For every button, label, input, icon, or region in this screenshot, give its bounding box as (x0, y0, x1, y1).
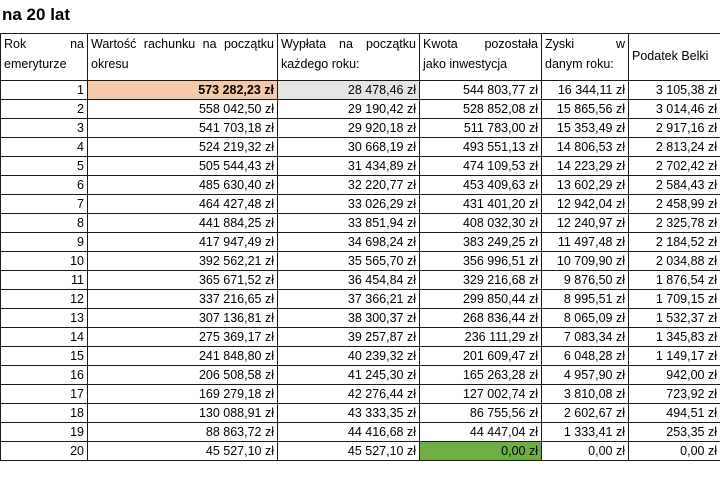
cell-account-value[interactable]: 337 216,65 zł (88, 290, 278, 309)
cell-profit[interactable]: 12 240,97 zł (542, 214, 629, 233)
cell-year[interactable]: 5 (1, 157, 88, 176)
table-row (1, 366, 720, 385)
table-row (1, 423, 720, 442)
cell-tax[interactable]: 2 702,42 zł (629, 157, 720, 176)
cell-account-value[interactable]: 88 863,72 zł (88, 423, 278, 442)
cell-remaining[interactable]: 408 032,30 zł (420, 214, 542, 233)
cell-year[interactable]: 3 (1, 119, 88, 138)
cell-account-value[interactable]: 392 562,21 zł (88, 252, 278, 271)
cell-account-value[interactable]: 275 369,17 zł (88, 328, 278, 347)
table-row (1, 347, 720, 366)
cell-account-value[interactable]: 365 671,52 zł (88, 271, 278, 290)
header-cell-account-value[interactable]: Wartość rachunku na początku okresu (88, 34, 278, 81)
cell-profit[interactable]: 8 995,51 zł (542, 290, 629, 309)
table-row (1, 81, 720, 100)
cell-remaining[interactable]: 544 803,77 zł (420, 81, 542, 100)
cell-account-value[interactable]: 307 136,81 zł (88, 309, 278, 328)
cell-withdrawal[interactable]: 45 527,10 zł (278, 442, 420, 461)
cell-account-value[interactable]: 45 527,10 zł (88, 442, 278, 461)
cell-remaining[interactable]: 356 996,51 zł (420, 252, 542, 271)
cell-profit[interactable]: 7 083,34 zł (542, 328, 629, 347)
cell-tax[interactable]: 942,00 zł (629, 366, 720, 385)
cell-withdrawal[interactable]: 33 026,29 zł (278, 195, 420, 214)
table-row (1, 404, 720, 423)
cell-withdrawal[interactable]: 43 333,35 zł (278, 404, 420, 423)
cell-profit[interactable]: 10 709,90 zł (542, 252, 629, 271)
cell-withdrawal[interactable]: 32 220,77 zł (278, 176, 420, 195)
cell-account-value[interactable]: 464 427,48 zł (88, 195, 278, 214)
cell-profit[interactable]: 1 333,41 zł (542, 423, 629, 442)
cell-tax[interactable]: 2 034,88 zł (629, 252, 720, 271)
cell-profit[interactable]: 12 942,04 zł (542, 195, 629, 214)
cell-profit[interactable]: 15 353,49 zł (542, 119, 629, 138)
cell-remaining[interactable]: 474 109,53 zł (420, 157, 542, 176)
cell-tax[interactable]: 494,51 zł (629, 404, 720, 423)
table-row (1, 442, 720, 461)
table-row (1, 290, 720, 309)
cell-year[interactable]: 1 (1, 81, 88, 100)
cell-remaining[interactable]: 0,00 zł (420, 442, 542, 461)
table-row (1, 157, 720, 176)
cell-profit[interactable]: 13 602,29 zł (542, 176, 629, 195)
cell-withdrawal[interactable]: 30 668,19 zł (278, 138, 420, 157)
cell-withdrawal[interactable]: 34 698,24 zł (278, 233, 420, 252)
cell-account-value[interactable]: 206 508,58 zł (88, 366, 278, 385)
cell-withdrawal[interactable]: 39 257,87 zł (278, 328, 420, 347)
header-cell-withdrawal[interactable]: Wypłata na początku każdego roku: (278, 34, 420, 81)
cell-tax[interactable]: 1 345,83 zł (629, 328, 720, 347)
cell-withdrawal[interactable]: 44 416,68 zł (278, 423, 420, 442)
cell-tax[interactable]: 2 813,24 zł (629, 138, 720, 157)
cell-remaining[interactable]: 329 216,68 zł (420, 271, 542, 290)
cell-tax[interactable]: 3 014,46 zł (629, 100, 720, 119)
cell-remaining[interactable]: 44 447,04 zł (420, 423, 542, 442)
cell-withdrawal[interactable]: 31 434,89 zł (278, 157, 420, 176)
cell-tax[interactable]: 1 709,15 zł (629, 290, 720, 309)
cell-withdrawal[interactable]: 29 920,18 zł (278, 119, 420, 138)
cell-profit[interactable]: 3 810,08 zł (542, 385, 629, 404)
cell-year[interactable]: 16 (1, 366, 88, 385)
cell-year[interactable]: 14 (1, 328, 88, 347)
cell-remaining[interactable]: 236 111,29 zł (420, 328, 542, 347)
cell-profit[interactable]: 14 223,29 zł (542, 157, 629, 176)
cell-year[interactable]: 6 (1, 176, 88, 195)
cell-year[interactable]: 15 (1, 347, 88, 366)
cell-account-value[interactable]: 169 279,18 zł (88, 385, 278, 404)
table-row (1, 385, 720, 404)
cell-withdrawal[interactable]: 28 478,46 zł (278, 81, 420, 100)
cell-remaining[interactable]: 299 850,44 zł (420, 290, 542, 309)
header-cell-profit[interactable]: Zyski w danym roku: (542, 34, 629, 81)
cell-account-value[interactable]: 241 848,80 zł (88, 347, 278, 366)
cell-withdrawal[interactable]: 41 245,30 zł (278, 366, 420, 385)
cell-remaining[interactable]: 511 783,00 zł (420, 119, 542, 138)
cell-profit[interactable]: 16 344,11 zł (542, 81, 629, 100)
header-cell-remaining[interactable]: Kwota pozostała jako inwestycja (420, 34, 542, 81)
cell-tax[interactable]: 2 584,43 zł (629, 176, 720, 195)
cell-account-value[interactable]: 558 042,50 zł (88, 100, 278, 119)
cell-tax[interactable]: 1 532,37 zł (629, 309, 720, 328)
cell-account-value[interactable]: 573 282,23 zł (88, 81, 278, 100)
cell-tax[interactable]: 1 149,17 zł (629, 347, 720, 366)
cell-profit[interactable]: 11 497,48 zł (542, 233, 629, 252)
table-row (1, 100, 720, 119)
cell-remaining[interactable]: 165 263,28 zł (420, 366, 542, 385)
cell-year[interactable]: 12 (1, 290, 88, 309)
cell-year[interactable]: 10 (1, 252, 88, 271)
cell-tax[interactable]: 2 917,16 zł (629, 119, 720, 138)
cell-account-value[interactable]: 524 219,32 zł (88, 138, 278, 157)
cell-remaining[interactable]: 493 551,13 zł (420, 138, 542, 157)
cell-withdrawal[interactable]: 40 239,32 zł (278, 347, 420, 366)
cell-remaining[interactable]: 268 836,44 zł (420, 309, 542, 328)
cell-tax[interactable]: 1 876,54 zł (629, 271, 720, 290)
cell-withdrawal[interactable]: 29 190,42 zł (278, 100, 420, 119)
cell-withdrawal[interactable]: 36 454,84 zł (278, 271, 420, 290)
table-row (1, 252, 720, 271)
cell-account-value[interactable]: 130 088,91 zł (88, 404, 278, 423)
cell-tax[interactable]: 0,00 zł (629, 442, 720, 461)
cell-account-value[interactable]: 485 630,40 zł (88, 176, 278, 195)
cell-year[interactable]: 20 (1, 442, 88, 461)
table-row (1, 309, 720, 328)
cell-remaining[interactable]: 201 609,47 zł (420, 347, 542, 366)
cell-profit[interactable]: 0,00 zł (542, 442, 629, 461)
cell-year[interactable]: 19 (1, 423, 88, 442)
cell-tax[interactable]: 2 458,99 zł (629, 195, 720, 214)
header-cell-tax[interactable]: Podatek Belki (629, 34, 720, 81)
cell-withdrawal[interactable]: 35 565,70 zł (278, 252, 420, 271)
cell-year[interactable]: 18 (1, 404, 88, 423)
cell-tax[interactable]: 2 184,52 zł (629, 233, 720, 252)
cell-year[interactable]: 9 (1, 233, 88, 252)
cell-remaining[interactable]: 528 852,08 zł (420, 100, 542, 119)
header-row (1, 34, 720, 81)
cell-profit[interactable]: 4 957,90 zł (542, 366, 629, 385)
cell-tax[interactable]: 253,35 zł (629, 423, 720, 442)
table-row (1, 119, 720, 138)
cell-account-value[interactable]: 541 703,18 zł (88, 119, 278, 138)
cell-profit[interactable]: 2 602,67 zł (542, 404, 629, 423)
cell-remaining[interactable]: 453 409,63 zł (420, 176, 542, 195)
cell-withdrawal[interactable]: 42 276,44 zł (278, 385, 420, 404)
table-row (1, 176, 720, 195)
cell-year[interactable]: 7 (1, 195, 88, 214)
cell-year[interactable]: 13 (1, 309, 88, 328)
cell-tax[interactable]: 723,92 zł (629, 385, 720, 404)
cell-profit[interactable]: 14 806,53 zł (542, 138, 629, 157)
cell-profit[interactable]: 15 865,56 zł (542, 100, 629, 119)
cell-year[interactable]: 4 (1, 138, 88, 157)
table-row (1, 233, 720, 252)
cell-profit[interactable]: 9 876,50 zł (542, 271, 629, 290)
cell-profit[interactable]: 8 065,09 zł (542, 309, 629, 328)
cell-tax[interactable]: 2 325,78 zł (629, 214, 720, 233)
cell-account-value[interactable]: 417 947,49 zł (88, 233, 278, 252)
cell-year[interactable]: 17 (1, 385, 88, 404)
cell-remaining[interactable]: 383 249,25 zł (420, 233, 542, 252)
cell-remaining[interactable]: 431 401,20 zł (420, 195, 542, 214)
cell-remaining[interactable]: 86 755,56 zł (420, 404, 542, 423)
table-row (1, 138, 720, 157)
table-row (1, 271, 720, 290)
cell-withdrawal[interactable]: 33 851,94 zł (278, 214, 420, 233)
cell-account-value[interactable]: 505 544,43 zł (88, 157, 278, 176)
header-cell-year[interactable]: Rok na emeryturze (1, 34, 88, 81)
cell-withdrawal[interactable]: 37 366,21 zł (278, 290, 420, 309)
cell-withdrawal[interactable]: 38 300,37 zł (278, 309, 420, 328)
retirement-table (0, 33, 720, 461)
cell-year[interactable]: 11 (1, 271, 88, 290)
table-row (1, 214, 720, 233)
cell-profit[interactable]: 6 048,28 zł (542, 347, 629, 366)
cell-tax[interactable]: 3 105,38 zł (629, 81, 720, 100)
table-row (1, 195, 720, 214)
cell-account-value[interactable]: 441 884,25 zł (88, 214, 278, 233)
cell-year[interactable]: 2 (1, 100, 88, 119)
cell-remaining[interactable]: 127 002,74 zł (420, 385, 542, 404)
sheet-title: na 20 lat (2, 5, 71, 24)
cell-year[interactable]: 8 (1, 214, 88, 233)
table-row (1, 328, 720, 347)
